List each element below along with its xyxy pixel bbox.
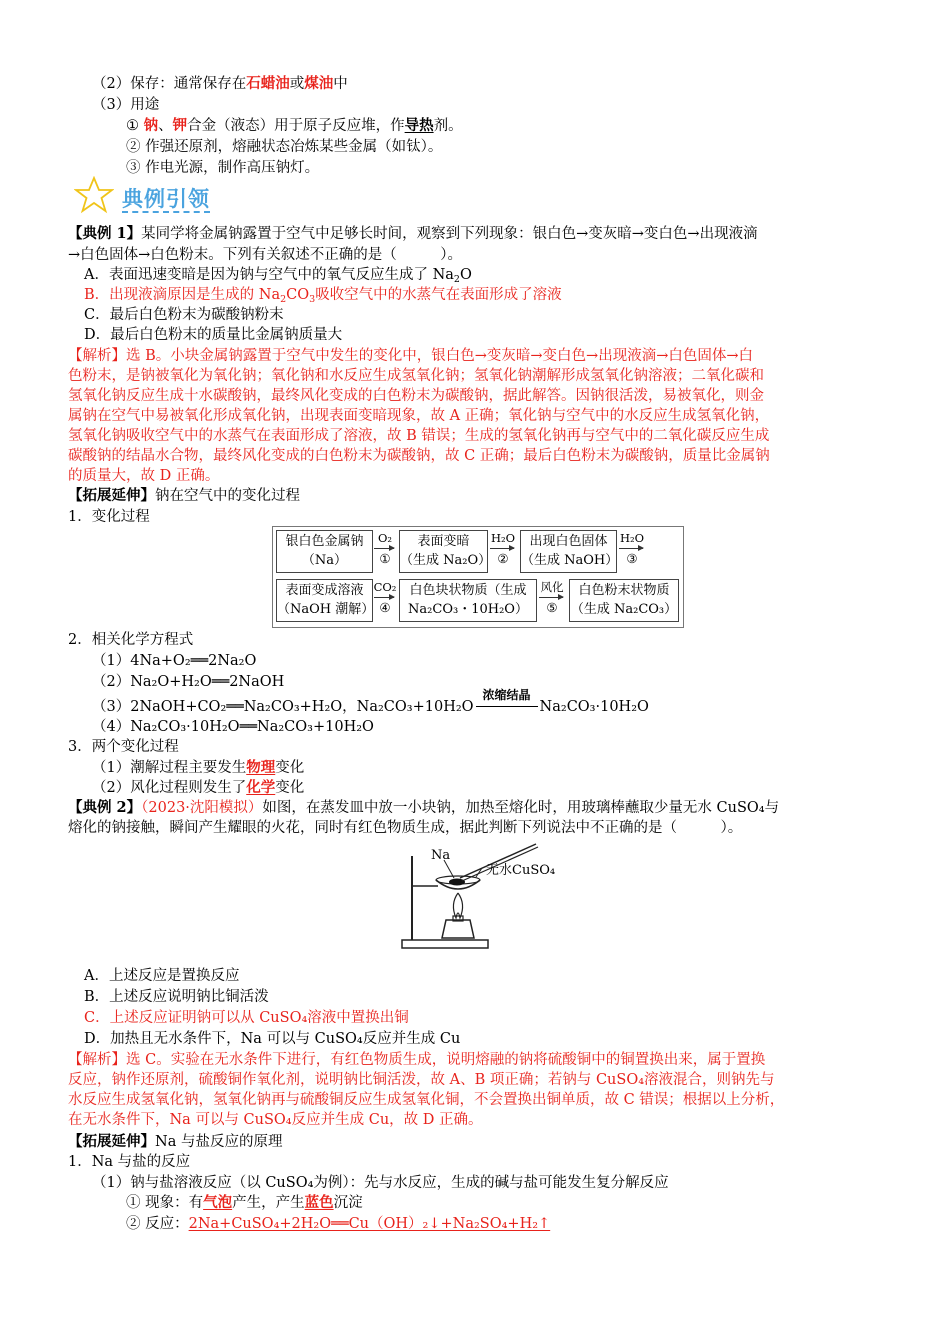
analysis1-line7: 的质量大，故 D 正确。 (68, 468, 220, 484)
eq3-left: （3）2NaOH+CO₂══Na₂CO₃+H₂O，Na₂CO₃+10H₂O (92, 699, 474, 715)
answer-potassium: 钾 (172, 117, 188, 134)
analysis1-line5: 氢氧化钠吸收空气中的水蒸气在表面形成了溶液，故 B 错误；生成的氢氧化钠再与空气中的二氧化碳反应生成 (68, 428, 770, 444)
flow-arrow (539, 597, 563, 598)
box-line: 白色粉末状物质 (578, 583, 670, 598)
obs-end: 沉淀 (333, 1195, 363, 1211)
figure-label-cuso4: 无水CuSO₄ (486, 863, 556, 878)
answer-sodium: 钠 (143, 117, 159, 134)
answer-physical: 物理 (246, 759, 276, 776)
process-end: 变化 (275, 760, 305, 776)
usage-end: 剂。 (433, 118, 463, 134)
eq3-condition-arrow (474, 688, 540, 717)
extend1-tag: 【拓展延伸】 (68, 487, 155, 504)
box-line: 白色块状物质（生成 (409, 583, 527, 598)
flow-box-darken (399, 530, 492, 573)
extend2-sub1: 1．Na 与盐的反应 (68, 1154, 191, 1170)
flow-step-number: ③ (626, 551, 638, 566)
example2-source: （2023·沈阳模拟） (141, 800, 263, 816)
example1-stem-line2: →白色固体→白色粉末。下列有关叙述不正确的是（ ）。 (68, 247, 463, 263)
analysis1-line1: 【解析】选 B。小块金属钠露置于空气中发生的变化中，银白色→变灰暗→变白色→出现液滴→白色固体→白 (68, 348, 754, 364)
process-deliquescence (92, 758, 304, 778)
flow-box-sodium (276, 530, 373, 573)
heading-underline (122, 211, 210, 213)
extend1-sub3: 3．两个变化过程 (68, 739, 179, 755)
extend2-tag: 【拓展延伸】 (68, 1133, 155, 1150)
flow-step-number: ① (379, 551, 391, 566)
box-line: 出现白色固体 (529, 534, 608, 549)
obs-text: 产生，产生 (232, 1195, 305, 1211)
example1-option-d: D．最后白色粉末的质量比金属钠质量大 (84, 327, 343, 343)
extend1-sub2: 2．相关化学方程式 (68, 632, 194, 648)
analysis2-line3: 水反应生成氢氧化钠，氢氧化钠再与硫酸铜反应生成氢氧化铜，不会置换出铜单质，故 C 错误；根据以上分析， (68, 1092, 785, 1108)
figure-label-na: Na (431, 848, 451, 863)
flow-arrow-label: O₂ (377, 531, 393, 545)
answer-reaction-equation: 2Na+CuSO₄+2H₂O══Cu（OH）₂↓+Na₂SO₄+H₂↑ (188, 1216, 551, 1232)
flow-arrow (490, 548, 514, 549)
extend2-title: Na 与盐反应的原理 (155, 1134, 283, 1150)
answer-chemical: 化学 (246, 779, 276, 796)
answer-paraffin: 石蜡油 (246, 75, 290, 92)
extend2-reaction (126, 1214, 550, 1234)
opt-text: O (459, 267, 472, 283)
usage-item-2: ② 作强还原剂，熔融状态冶炼某些金属（如钛）。 (126, 139, 443, 155)
storage-end: 中 (333, 76, 348, 92)
extend1-sub1: 1．变化过程 (68, 509, 150, 525)
box-line: （NaOH 潮解） (277, 602, 375, 617)
storage-or: 或 (289, 76, 305, 92)
usage-item-1 (126, 116, 463, 136)
usage-item-3: ③ 作电光源，制作高压钠灯。 (126, 160, 320, 176)
flow-arrow (374, 597, 394, 598)
equation-3 (92, 688, 649, 717)
example1-stem: 某同学将金属钠露置于空气中足够长时间，观察到下列现象：银白色→变灰暗→变白色→出现液滴 (141, 226, 758, 242)
flow-arrow-label: H₂O (619, 531, 645, 545)
answer-kerosene: 煤油 (304, 75, 334, 92)
equation-2: （2）Na₂O+H₂O══2NaOH (92, 674, 285, 690)
extend2-heading (68, 1132, 282, 1152)
flow-box-powder (569, 579, 679, 622)
flow-step-number: ② (497, 551, 509, 566)
analysis1-line4: 属钠在空气中易被氧化形成氧化钠，出现表面变暗现象，故 A 正确；氧化钠与空气中的水反应生成氢氧化钠， (68, 408, 770, 424)
example2-stem-line1 (68, 798, 779, 818)
box-line: 表面变成溶液 (285, 583, 364, 598)
flow-arrow (374, 548, 394, 549)
usage-title: （3）用途 (92, 97, 160, 113)
flow-arrow-label: 风化 (540, 580, 564, 594)
answer-heat-conduct: 导热 (404, 117, 434, 134)
analysis1-line3: 氢氧化钠反应生成十水碳酸钠，最终风化变成的白色粉末为碳酸钠，据此解答。因钠很活泼，易被氧化，则金 (68, 388, 764, 404)
example2-stem: 如图，在蒸发皿中放一小块钠，加热至熔化时，用玻璃棒蘸取少量无水 CuSO₄与 (262, 800, 780, 816)
opt-text: B．出现液滴原因是生成的 Na (84, 287, 281, 303)
example1-tag: 【典例 1】 (68, 225, 142, 242)
apparatus-figure (398, 838, 573, 956)
analysis1-line2: 色粉末，是钠被氧化为氧化钠；氧化钠和水反应生成氢氧化钠；氢氧化钠潮解形成氢氧化钠溶液；二氧化碳和 (68, 368, 764, 384)
extend2-item1: （1）钠与盐溶液反应（以 CuSO₄为例）：先与水反应，生成的碱与盐可能发生复分解反应 (92, 1175, 669, 1191)
star-icon (74, 176, 114, 214)
flow-arrow (619, 548, 643, 549)
example1-option-b (84, 285, 562, 305)
flow-arrow-label: CO₂ (373, 580, 397, 594)
sep: 、 (158, 118, 173, 134)
storage-line (92, 74, 348, 94)
extend2-observation (126, 1193, 363, 1213)
extend1-title: 钠在空气中的变化过程 (155, 488, 300, 504)
num: ① (126, 118, 139, 134)
eq3-right: Na₂CO₃·10H₂O (539, 699, 649, 715)
box-line: （生成 Na₂CO₃） (570, 602, 678, 617)
storage-text: （2）保存：通常保存在 (92, 76, 247, 92)
usage-text: 合金（液态）用于原子反应堆，作 (187, 118, 405, 134)
example2-option-c: C．上述反应证明钠可以从 CuSO₄溶液中置换出铜 (84, 1010, 409, 1026)
flow-diagram (272, 526, 684, 628)
analysis2-line2: 反应，钠作还原剂，硫酸铜作氧化剂，说明钠比铜活泼，故 A、B 项正确；若钠与 CuSO₄溶液混合，则钠先与 (68, 1072, 775, 1088)
example2-stem-line2: 熔化的钠接触，瞬间产生耀眼的火花，同时有红色物质生成，据此判断下列说法中不正确的是（ ）。 (68, 820, 743, 836)
opt-text: 吸收空气中的水蒸气在表面形成了溶液 (315, 287, 562, 303)
box-line: 表面变暗 (417, 534, 470, 549)
process-efflorescence (92, 778, 304, 798)
equation-1: （1）4Na+O₂══2Na₂O (92, 653, 257, 669)
opt-text: CO (286, 287, 310, 303)
process-end: 变化 (275, 780, 305, 796)
analysis2-line1: 【解析】选 C。实验在无水条件下进行，有红色物质生成，说明熔融的钠将硫酸铜中的铜置换出来，属于置换 (68, 1052, 766, 1068)
opt-text: A．表面迅速变暗是因为钠与空气中的氧气反应生成了 Na (84, 267, 454, 283)
example2-option-d: D．加热且无水条件下，Na 可以与 CuSO₄反应并生成 Cu (84, 1031, 461, 1047)
subscript: 2 (280, 294, 287, 305)
box-line: （Na） (301, 553, 348, 568)
extend1-heading (68, 486, 300, 506)
example1-option-a (84, 265, 472, 285)
flow-step-number: ④ (379, 600, 391, 615)
eq3-condition: 浓缩结晶 (482, 688, 531, 702)
answer-blue: 蓝色 (304, 1194, 334, 1211)
subscript: 2 (453, 274, 460, 285)
example2-option-a: A．上述反应是置换反应 (84, 968, 240, 984)
answer-bubbles: 气泡 (203, 1194, 233, 1211)
equation-4: （4）Na₂CO₃·10H₂O══Na₂CO₃+10H₂O (92, 719, 374, 735)
box-line: 银白色金属钠 (285, 534, 364, 549)
box-line: （生成 NaOH） (521, 553, 619, 568)
flow-box-white-solid (520, 530, 617, 573)
flow-box-block (399, 579, 537, 622)
flow-step-number: ⑤ (546, 600, 558, 615)
example1-option-c: C．最后白色粉末为碳酸钠粉末 (84, 307, 284, 323)
box-line: Na₂CO₃・10H₂O） (408, 602, 528, 617)
process-text: （1）潮解过程主要发生 (92, 760, 247, 776)
example2-tag: 【典例 2】 (68, 799, 142, 816)
process-text: （2）风化过程则发生了 (92, 780, 247, 796)
section-heading: 典例引领 (122, 187, 210, 211)
reaction-label: ② 反应： (126, 1216, 189, 1232)
analysis2-line4: 在无水条件下，Na 可以与 CuSO₄反应并生成 Cu，故 D 正确。 (68, 1112, 483, 1128)
example1-stem-line1 (68, 224, 758, 244)
subscript: 3 (309, 294, 316, 305)
box-line: （生成 Na₂O） (400, 553, 492, 568)
analysis1-line6: 碳酸钠的结晶水合物，最终风化变成的白色粉末为碳酸钠，故 C 正确；最后白色粉末为碳酸钠，质量比金属钠 (68, 448, 770, 464)
flow-arrow-label: H₂O (490, 531, 516, 545)
example2-option-b: B．上述反应说明钠比铜活泼 (84, 989, 269, 1005)
obs-text: ① 现象：有 (126, 1195, 204, 1211)
flow-box-solution (276, 579, 373, 622)
